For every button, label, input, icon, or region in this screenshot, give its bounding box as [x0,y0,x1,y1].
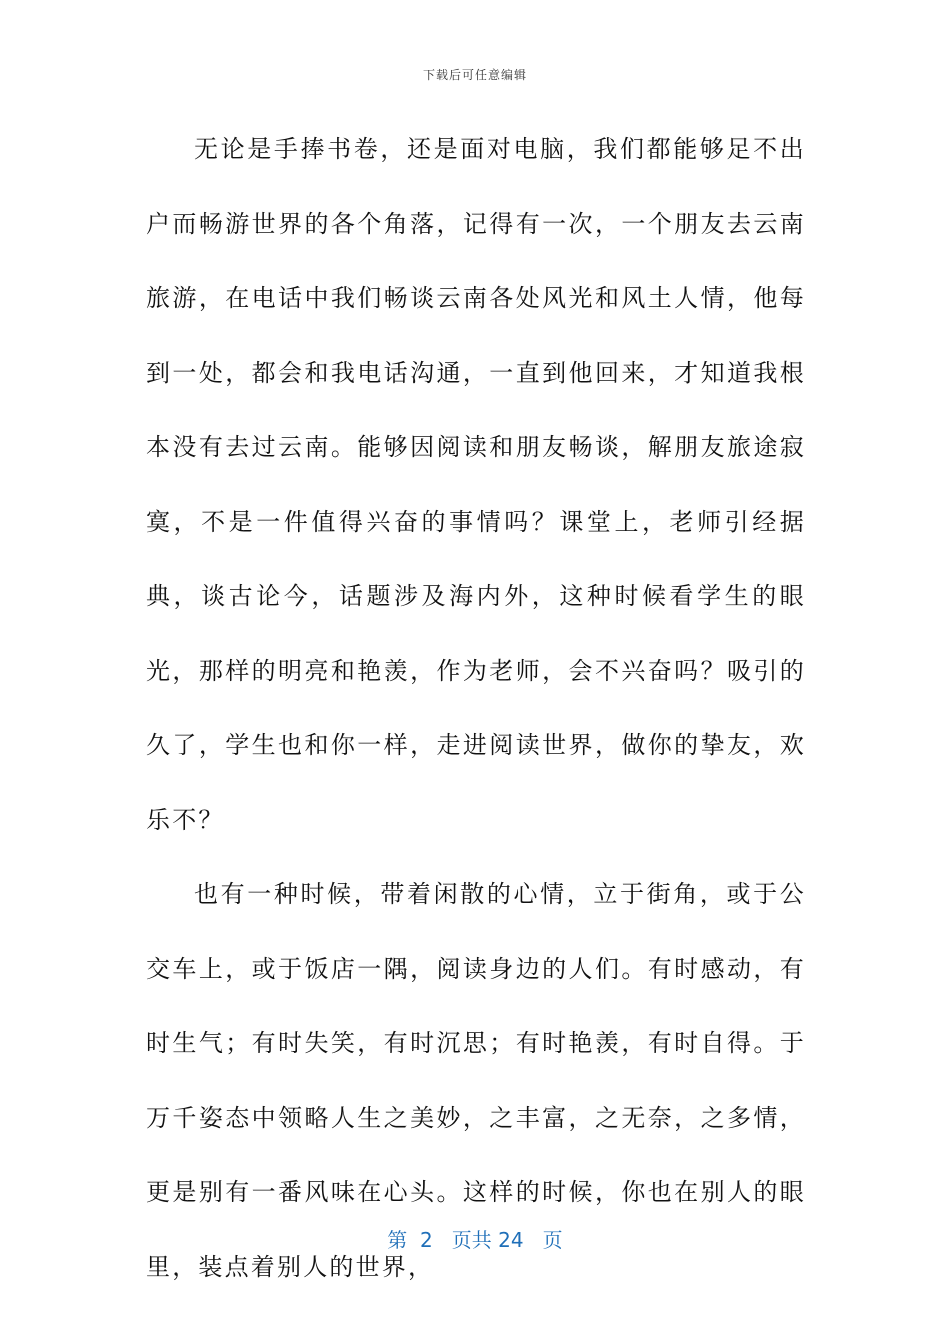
page-footer: 第 2 页共 24 页 [387,1228,563,1252]
page-header: 下载后可任意编辑 [422,68,527,82]
paragraph-2: 也有一种时候，带着闲散的心情，立于街角，或于公交车上，或于饭店一隅，阅读身边的人们。有时感动，有时生气；有时失笑，有时沉思；有时艳羡，有时自得。于万千姿态中领略人生之美妙，之丰富，之无奈，之多情，更是别有一番风味在心头。这样的时候，你也在别人的眼里，装点着别人的世界， [146,880,806,1281]
paragraph-1: 无论是手捧书卷，还是面对电脑，我们都能够足不出户而畅游世界的各个角落，记得有一次，一个朋友去云南旅游，在电话中我们畅谈云南各处风光和风土人情，他每到一处，都会和我电话沟通，一直到他回来，才知道我根本没有去过云南。能够因阅读和朋友畅谈，解朋友旅途寂寞，不是一件值得兴奋的事情吗？课堂上，老师引经据典，谈古论今，话题涉及海内外，这种时候看学生的眼光，那样的明亮和艳羡，作为老师，会不兴奋吗？吸引的久了，学生也和你一样，走进阅读世界，做你的挚友，欢乐不？ [146,135,806,834]
document-body [146,112,806,1304]
